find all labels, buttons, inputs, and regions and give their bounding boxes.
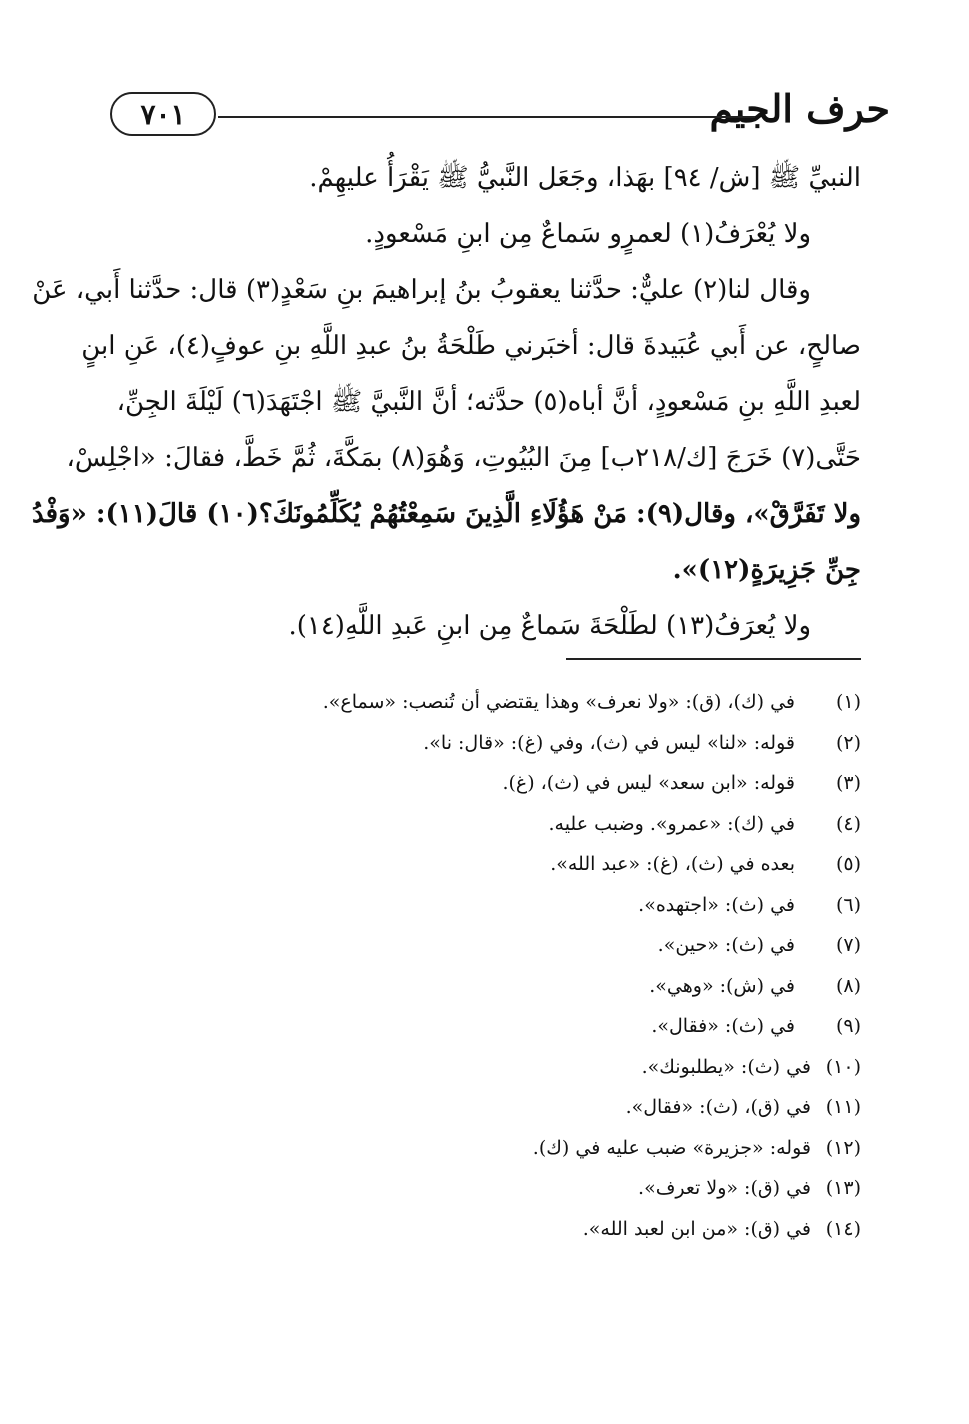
footnote-number: (١) bbox=[835, 691, 861, 713]
footnote-text: بعده في (ث)، (غ): «عبد الله». bbox=[550, 853, 795, 875]
footnote-number: (٤) bbox=[835, 812, 861, 835]
footnote bbox=[101, 1209, 861, 1250]
page-number: ٧٠١ bbox=[140, 97, 186, 131]
text-line: حَتَّى(٧) خَرَجَ [ك/٢١٨ب] مِنَ البُيُوتِ، وَهُوَ(٨) بمَكَّةَ، ثُمَّ خَطَّ، فقالَ: «اجْلِسْ، bbox=[66, 443, 861, 473]
footnote-text: في (ث): «حين». bbox=[657, 934, 795, 956]
text-line: لعبدِ اللَّهِ بنِ مَسْعودٍ، أنَّ أباه(٥) حدَّثه؛ أنَّ النَّبيَّ ﷺ اجْتَهَدَ(٦) لَيْلَةَ الجِنِّ، bbox=[116, 387, 861, 417]
footnote-text: قوله: «جزيرة» ضبب عليه في (ك). bbox=[532, 1136, 811, 1159]
text-line: وقال لنا(٢) عليٌّ: حدَّثنا يعقوبُ بنُ إبراهيمَ بنِ سَعْدٍ(٣) قال: حدَّثنا أَبي، عَنْ bbox=[32, 275, 811, 305]
footnote-number: (٣) bbox=[835, 772, 861, 794]
footnote-text: في (ق)، (ث): «فقال». bbox=[625, 1096, 811, 1118]
footnote bbox=[101, 966, 861, 1007]
footnote-text: قوله: «لنا» ليس في (ث)، وفي (غ): «قال: نا». bbox=[423, 731, 795, 754]
text-line: جِنِّ جَزِيرَةٍ(١٢)». bbox=[672, 555, 861, 585]
footnote bbox=[101, 723, 861, 764]
footnote-text: قوله: «ابن سعد» ليس في (ث)، (غ). bbox=[502, 772, 795, 794]
footnotes bbox=[101, 682, 861, 1249]
footnote-text: في (ك): «عمرو». وضبب عليه. bbox=[548, 812, 795, 835]
footnote-number: (١١) bbox=[825, 1096, 861, 1118]
footnote bbox=[101, 885, 861, 926]
footnote bbox=[101, 1006, 861, 1047]
chapter-title: حرف الجيم bbox=[709, 86, 890, 131]
footnote bbox=[101, 804, 861, 845]
footnote-number: (١٠) bbox=[825, 1055, 861, 1078]
text-line: ولا يُعْرَفُ(١) لعمرٍو سَماعٌ مِن ابنِ مَسْعودٍ. bbox=[365, 219, 811, 249]
footnote bbox=[101, 925, 861, 966]
footnote-number: (٦) bbox=[835, 893, 861, 916]
footnote-number: (٥) bbox=[835, 853, 861, 875]
footnote bbox=[101, 1128, 861, 1169]
footnote bbox=[101, 1087, 861, 1128]
footnote-number: (٢) bbox=[835, 731, 861, 754]
text-line: ولا يُعرَفُ(١٣) لطَلْحَةَ سَماعٌ مِن ابنِ عَبدِ اللَّهِ(١٤). bbox=[288, 611, 811, 641]
header-rule bbox=[218, 116, 755, 118]
footnote-number: (٩) bbox=[835, 1015, 861, 1037]
footnote-number: (١٣) bbox=[825, 1177, 861, 1199]
text-line: ولا تَفَرَّقْ»، وقال(٩): مَنْ هَؤُلَاءِ الَّذِينَ سَمِعْتُهُمْ يُكَلِّمُونَكَ؟(١٠) قالَ(١١): «وَفْدُ bbox=[31, 499, 861, 529]
footnote bbox=[101, 1168, 861, 1209]
footnote bbox=[101, 763, 861, 804]
footnote-text: في (ث): «اجتهده». bbox=[638, 893, 795, 916]
page-header bbox=[100, 82, 890, 142]
footnote-number: (٧) bbox=[835, 934, 861, 956]
footnote-text: في (ق): «من ابن لعبد الله». bbox=[582, 1217, 811, 1240]
page-number-badge bbox=[110, 92, 216, 136]
footnote bbox=[101, 682, 861, 723]
footnote-text: في (ك)، (ق): «ولا نعرف» وهذا يقتضي أن تُنصب: «سماع». bbox=[322, 691, 795, 713]
footnote-text: في (ث): «فقال». bbox=[651, 1015, 795, 1037]
footnote-separator bbox=[566, 658, 861, 660]
text-line: صالحٍ، عن أَبي عُبَيدةَ قال: أخبَرني طَلْحَةُ بنُ عبدِ اللَّهِ بنِ عوفٍ(٤)، عَنِ ابنٍ bbox=[81, 331, 861, 361]
footnote-text: في (ق): «ولا تعرف». bbox=[638, 1177, 811, 1199]
footnote-number: (٨) bbox=[835, 974, 861, 997]
main-text bbox=[31, 150, 861, 654]
footnote-text: في (ث): «يطلبونك». bbox=[641, 1055, 811, 1078]
text-line: النبيِّ ﷺ [ش/ ٩٤] بهَذا، وجَعَل النَّبيُّ ﷺ يَقْرَأُ عليهِمْ. bbox=[309, 163, 861, 193]
footnote bbox=[101, 1047, 861, 1088]
footnote bbox=[101, 844, 861, 885]
footnote-number: (١٢) bbox=[825, 1136, 861, 1159]
footnote-number: (١٤) bbox=[825, 1217, 861, 1240]
footnote-text: في (ش): «وهي». bbox=[649, 974, 795, 997]
